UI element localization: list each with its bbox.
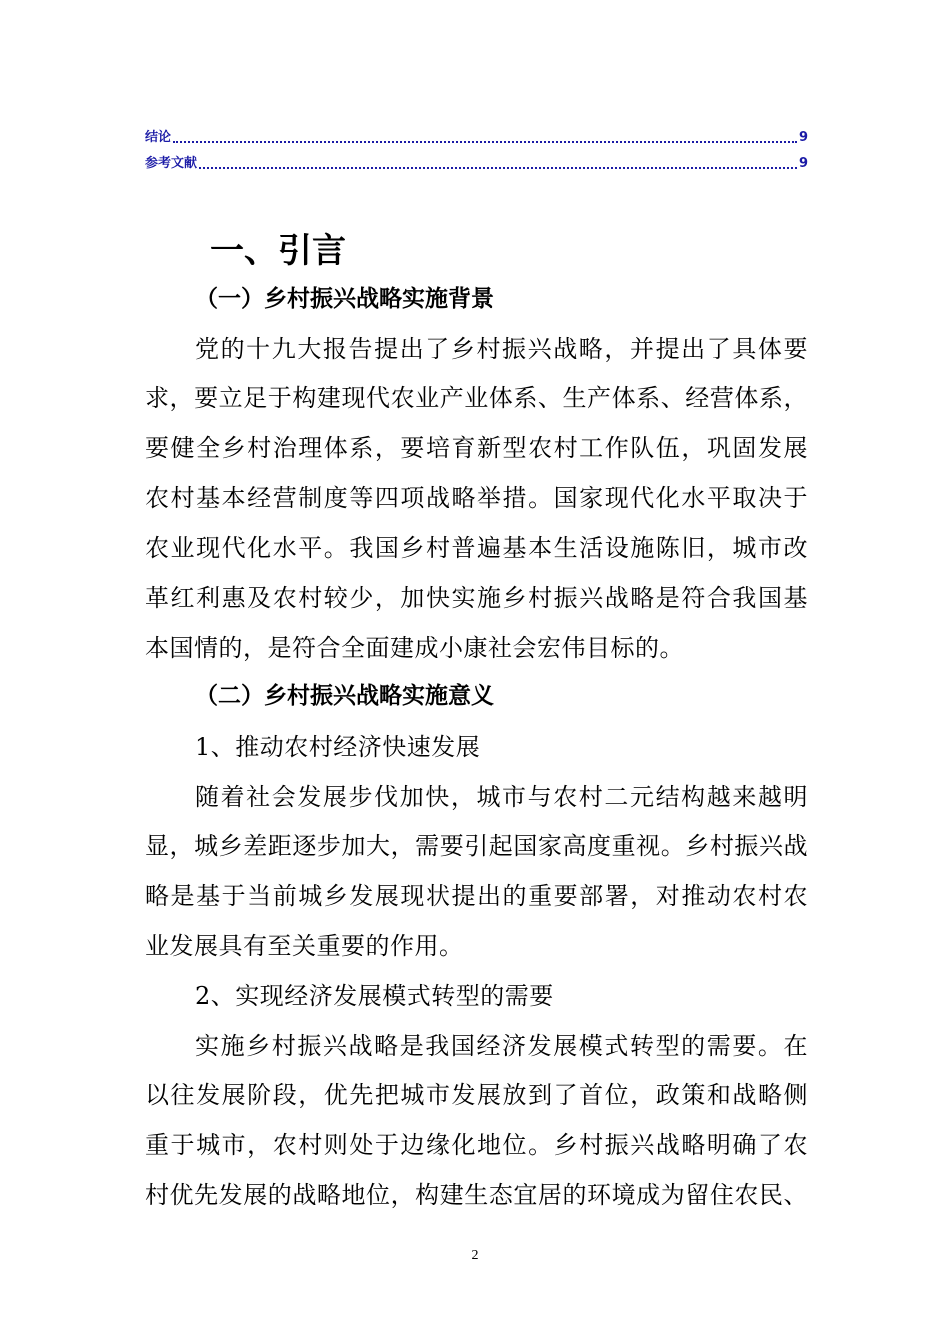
paragraph-line: 本国情的，是符合全面建成小康社会宏伟目标的。 (145, 634, 684, 662)
subsection-heading: 1、推动农村经济快速发展 (195, 733, 481, 761)
paragraph-line: 革红利惠及农村较少，加快实施乡村振兴战略是符合我国基 (145, 584, 808, 612)
toc-label: 结论 (145, 130, 172, 145)
toc-entry-references[interactable] (145, 152, 808, 172)
section-heading-background: （一）乡村振兴战略实施背景 (195, 286, 494, 312)
toc-leader-dots (199, 167, 797, 169)
paragraph-line: 农业现代化水平。我国乡村普遍基本生活设施陈旧，城市改 (145, 534, 808, 562)
toc-leader-dots (173, 141, 797, 143)
toc-page-number: 9 (798, 130, 808, 145)
paragraph-line: 要健全乡村治理体系，要培育新型农村工作队伍，巩固发展 (145, 434, 808, 462)
subsection-heading: 2、实现经济发展模式转型的需要 (195, 982, 554, 1010)
paragraph-line: 实施乡村振兴战略是我国经济发展模式转型的需要。在 (195, 1032, 808, 1060)
paragraph-line: 求，要立足于构建现代农业产业体系、生产体系、经营体系， (145, 384, 808, 412)
paragraph-line: 略是基于当前城乡发展现状提出的重要部署，对推动农村农 (145, 882, 808, 910)
paragraph-line: 以往发展阶段，优先把城市发展放到了首位，政策和战略侧 (145, 1081, 808, 1109)
paragraph-line: 重于城市，农村则处于边缘化地位。乡村振兴战略明确了农 (145, 1131, 808, 1159)
paragraph-line: 村优先发展的战略地位，构建生态宜居的环境成为留住农民、 (145, 1181, 808, 1209)
toc-page-number: 9 (798, 156, 808, 171)
paragraph-line: 业发展具有至关重要的作用。 (145, 932, 464, 960)
paragraph-line: 党的十九大报告提出了乡村振兴战略，并提出了具体要 (195, 335, 808, 363)
paragraph-line: 农村基本经营制度等四项战略举措。国家现代化水平取决于 (145, 484, 808, 512)
toc-entry-conclusion[interactable] (145, 126, 808, 146)
section-heading-significance: （二）乡村振兴战略实施意义 (195, 683, 494, 709)
paragraph-line: 随着社会发展步伐加快，城市与农村二元结构越来越明 (195, 783, 808, 811)
toc-label: 参考文献 (145, 156, 198, 171)
paragraph-line: 显，城乡差距逐步加大，需要引起国家高度重视。乡村振兴战 (145, 832, 808, 860)
chapter-heading: 一、引言 (210, 231, 346, 271)
page-number: 2 (471, 1248, 479, 1263)
